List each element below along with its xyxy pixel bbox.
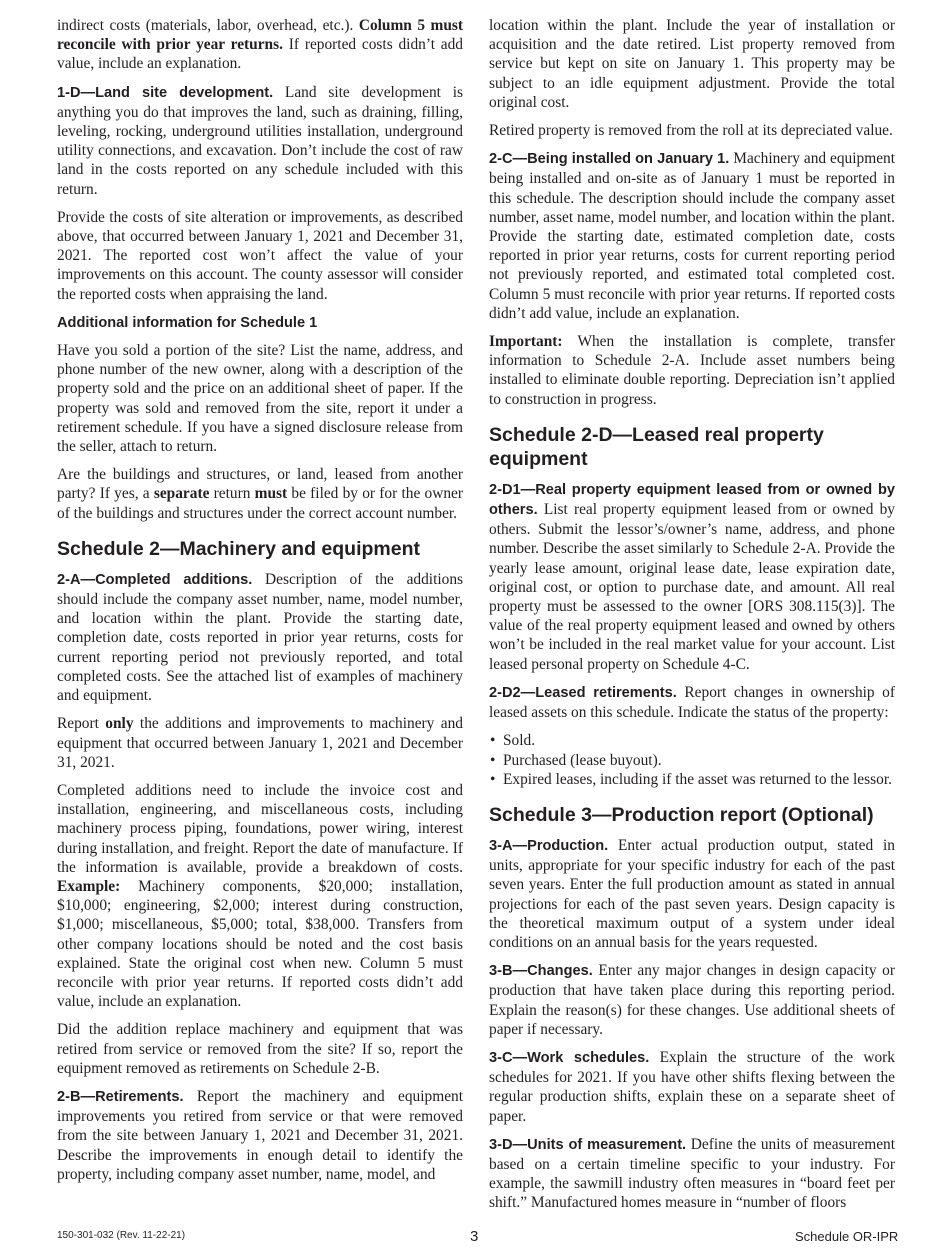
right-column bbox=[489, 16, 895, 1222]
paragraph bbox=[57, 16, 463, 74]
text: Did the addition replace machinery and equipment that was retired from service or removed from the site? If so, report the equipment removed as retirements on Schedule 2-B. bbox=[57, 1021, 463, 1077]
text: Are the buildings and structures, or land, leased from another party? If yes, a bbox=[57, 466, 463, 503]
paragraph bbox=[57, 1087, 463, 1184]
paragraph bbox=[57, 570, 463, 705]
section-lead: 2-B—Retirements. bbox=[57, 1088, 184, 1105]
page-number: 3 bbox=[470, 1227, 479, 1245]
paragraph bbox=[489, 16, 895, 112]
subsection-heading: Additional information for Schedule 1 bbox=[57, 314, 318, 331]
text: Enter actual production output, stated in units, appropriate for your specific industry for each of the past seven years. Enter the full production amount as stated in annual projections for each of the past seven years. Design capacity is the theoretical maximum output of a system under ideal conditions on an annual basis for the years requested. bbox=[489, 836, 895, 951]
section-lead: 3-B—Changes. bbox=[489, 963, 593, 980]
text: the additions and improvements to machinery and equipment that occurred between January 1, 2021 and December 31, 2021. bbox=[57, 715, 463, 771]
text: Report changes in ownership of leased assets on this schedule. Indicate the status of the property: bbox=[489, 683, 896, 722]
text: return bbox=[209, 485, 255, 503]
text: List real property equipment leased from or owned by others. Submit the lessor’s/owner’s name, address, and phone number. Describe the asset similarly to Schedule 2-A. Provide the yearly lease amount, original lease date, lease expiration date, original cost, or option to purchase date, and amount. All real property must be assessed to the owner [ORS 308.115(3)]. The value of the real property equipment leased and owned by others won’t be included in the real market value for your account. List leased personal property on Schedule 4-C. bbox=[489, 501, 895, 673]
form-number: 150-301-032 (Rev. 11-22-21) bbox=[57, 1229, 186, 1241]
section-lead: 2-D1—Real property equipment leased from or owned by others. bbox=[489, 481, 895, 519]
bullet-list bbox=[489, 731, 895, 789]
text: Description of the additions should include the company asset number, name, model number, and location within the plant. Provide the starting date, completion date, costs reported in prior year returns, costs for current reporting period not previously reported, and total completed costs. See the attached list of examples of machinery and equipment. bbox=[57, 570, 464, 705]
paragraph bbox=[57, 341, 463, 456]
paragraph bbox=[57, 83, 463, 199]
section-lead: 2-C—Being installed on January 1. bbox=[489, 151, 730, 168]
text: Report bbox=[57, 715, 106, 733]
list-item: • Sold. bbox=[503, 731, 895, 750]
paragraph bbox=[489, 683, 895, 722]
paragraph bbox=[489, 149, 895, 323]
left-column bbox=[57, 16, 463, 1193]
text: Provide the costs of site alteration or improvements, as described above, that occurred between January 1, 2021 and December 31, 2021. The reported cost won’t affect the value of your improvements on this account. The county assessor will consider the reported costs when appraising the land. bbox=[57, 208, 463, 303]
text: Land site development is anything you do that improves the land, such as draining, filling, leveling, rocking, underground utilities installation, underground utility connections, and excavation. Don’t include the cost of raw land in the costs reported on any schedule included with this return. bbox=[57, 83, 463, 198]
paragraph bbox=[489, 480, 895, 674]
page-footer bbox=[0, 1228, 950, 1258]
paragraph bbox=[489, 332, 895, 409]
text: Enter any major changes in design capacity or production that have taken place during this reporting period. Explain the reason(s) for these changes. Use additional sheets of paper if necessary. bbox=[489, 962, 895, 1038]
text: Report the machinery and equipment improvements you retired from service or that were removed from the site between January 1, 2021 and December 31, 2021. Describe the improvements in enough detail to identify the property, including company asset number, name, model, and bbox=[57, 1087, 463, 1183]
text: be filed by or for the owner of the buildings and structures under the correct account number. bbox=[57, 485, 463, 522]
text: Completed additions need to include the invoice cost and installation, engineering, and miscellaneous costs, including machinery process piping, foundations, power wiring, interest during installation, and freight. Report the date of manufacture. If the information is available, provide a breakdown of costs. bbox=[57, 781, 463, 876]
section-heading: Schedule 2-D—Leased real property equipment bbox=[489, 423, 824, 470]
paragraph bbox=[489, 1135, 895, 1213]
paragraph bbox=[57, 1020, 463, 1078]
text: indirect costs (materials, labor, overhead, etc.). bbox=[57, 17, 359, 34]
form-name: Schedule OR-IPR bbox=[795, 1228, 899, 1244]
paragraph bbox=[57, 714, 463, 772]
section-heading: Schedule 2—Machinery and equipment bbox=[57, 537, 420, 560]
text: location within the plant. Include the year of installation or acquisition and the date retired. List property removed from service but kept on site on January 1. This property may be subject to an idle equipment adjustment. Provide the total original cost. bbox=[489, 17, 895, 111]
bold-text: Column 5 must reconcile with prior year returns. bbox=[57, 17, 463, 54]
section-lead: 2-A—Completed additions. bbox=[57, 571, 253, 588]
section-lead: 2-D2—Leased retirements. bbox=[489, 684, 677, 701]
text: Have you sold a portion of the site? List the name, address, and phone number of the new owner, along with a description of the property sold and the price on an additional sheet of paper. If the property was sold and removed from the site, report it under a retirement schedule. If you have a signed disclosure release from the seller, attach to return. bbox=[57, 342, 463, 456]
list-item: • Purchased (lease buyout). bbox=[503, 751, 895, 770]
section-lead: 1-D—Land site development. bbox=[57, 84, 274, 101]
paragraph bbox=[57, 781, 463, 1011]
bold-text: Example: bbox=[57, 877, 121, 895]
bold-text: must bbox=[254, 485, 288, 503]
text: Retired property is removed from the roll at its depreciated value. bbox=[489, 122, 893, 140]
section-lead: 3-D—Units of measurement. bbox=[489, 1136, 687, 1153]
paragraph bbox=[489, 961, 895, 1039]
paragraph bbox=[489, 1048, 895, 1126]
paragraph bbox=[57, 465, 463, 523]
list-item: • Expired leases, including if the asset was returned to the lessor. bbox=[503, 770, 895, 789]
section-heading: Schedule 3—Production report (Optional) bbox=[489, 803, 874, 826]
text: Define the units of measurement based on a certain timeline specific to your industry. For example, the sawmill industry often measures in “board feet per shift.” Manufactured homes measure in “number of floors bbox=[489, 1135, 895, 1212]
paragraph bbox=[489, 121, 895, 140]
text: Explain the structure of the work schedules for 2021. If you have other shifts flexing between the regular production shifts, explain these on a separate sheet of paper. bbox=[489, 1048, 895, 1125]
text: When the installation is complete, transfer information to Schedule 2-A. Include asset numbers being installed to eliminate double reporting. Depreciation isn’t applied to construction in progress. bbox=[489, 333, 895, 408]
bold-text: separate bbox=[153, 485, 210, 503]
section-lead: 3-C—Work schedules. bbox=[489, 1049, 650, 1066]
text: Machinery components, $20,000; installation, $10,000; engineering, $2,000; interest during construction, $1,000; miscellaneous, $5,000; total, $38,000. Transfers from other company locations should be noted and the cost basis explained. State the original cost when new. Column 5 must reconcile with prior year returns. If reported costs didn’t add value, include an explanation. bbox=[57, 877, 463, 1011]
section-lead: 3-A—Production. bbox=[489, 837, 609, 854]
paragraph bbox=[489, 836, 895, 952]
bold-text: Important: bbox=[489, 333, 563, 351]
bold-text: only bbox=[105, 715, 134, 733]
text: If reported costs didn’t add value, include an explanation. bbox=[57, 36, 463, 73]
paragraph bbox=[57, 208, 463, 304]
text: Machinery and equipment being installed and on-site as of January 1 must be reported in this schedule. The description should include the company asset number, asset name, model number, and location within the plant. Provide the starting date, estimated completion date, costs reported in prior year returns, costs for current reporting period not previously reported, and estimated total completed cost. Column 5 must reconcile with prior year returns. If reported costs didn’t add value, include an explanation. bbox=[489, 150, 895, 322]
